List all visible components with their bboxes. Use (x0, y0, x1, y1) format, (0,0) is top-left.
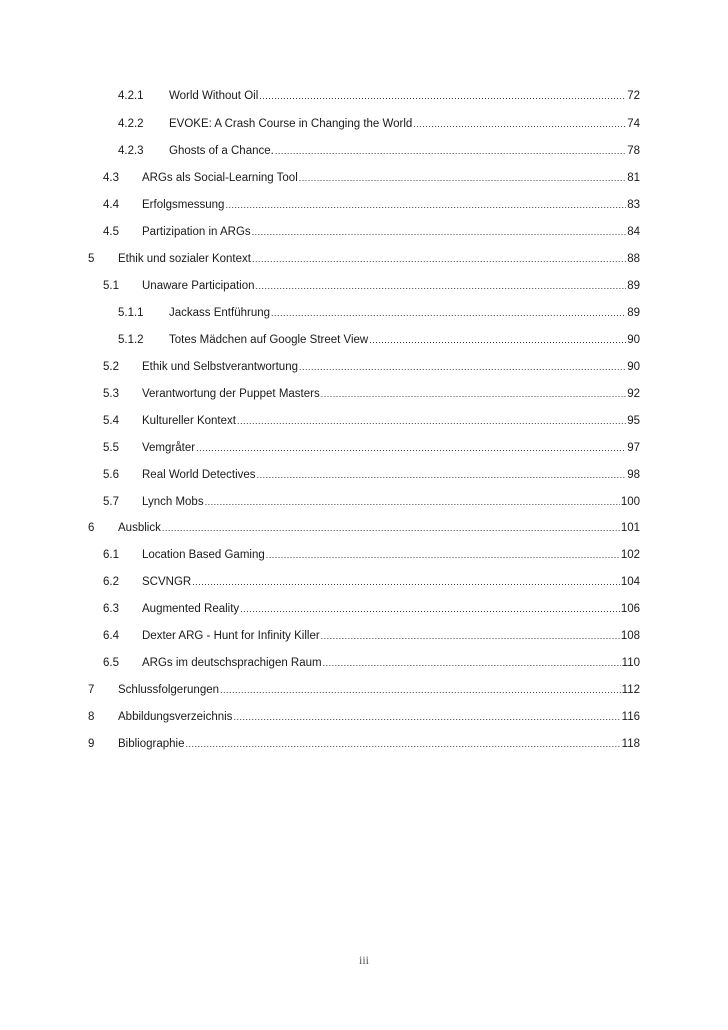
toc-entry-line (142, 386, 640, 402)
dot-leader (192, 574, 620, 590)
dot-leader (237, 413, 626, 429)
toc-entry-title[interactable]: Augmented Reality (142, 603, 240, 615)
toc-entry[interactable] (0, 440, 728, 456)
toc-entry-line (118, 709, 640, 725)
toc-entry[interactable] (0, 467, 728, 483)
toc-entry-page: 89 (627, 307, 640, 319)
dot-leader (256, 278, 627, 294)
dot-leader (257, 467, 627, 483)
toc-entry-page: 104 (620, 576, 640, 588)
toc-entry-number: 5.5 (103, 442, 119, 454)
toc-entry-title[interactable]: Lynch Mobs (142, 496, 204, 508)
toc-entry-page: 90 (627, 334, 640, 346)
toc-entry-title[interactable]: Jackass Entführung (169, 307, 271, 319)
toc-entry-page: 97 (627, 442, 640, 454)
toc-entry-number: 4.3 (103, 172, 119, 184)
toc-entry-page: 106 (620, 603, 640, 615)
toc-entry[interactable] (0, 547, 728, 563)
toc-entry-number: 6.4 (103, 630, 119, 642)
toc-entry-title[interactable]: Abbildungsverzeichnis (118, 711, 233, 723)
toc-entry-line (118, 251, 640, 267)
toc-entry-page: 100 (620, 496, 640, 508)
toc-entry[interactable] (0, 251, 728, 267)
toc-entry-title[interactable]: Unaware Participation (142, 280, 255, 292)
toc-entry-line (142, 628, 640, 644)
toc-entry-line (142, 574, 640, 590)
toc-entry-line (118, 520, 640, 536)
toc-entry-page: 108 (620, 630, 640, 642)
toc-entry-page: 84 (627, 226, 640, 238)
toc-entry-title[interactable]: SCVNGR (142, 576, 192, 588)
toc-entry-line (169, 305, 640, 321)
toc-entry[interactable] (0, 520, 728, 536)
dot-leader (271, 305, 626, 321)
toc-entry-line (142, 224, 640, 240)
dot-leader (252, 224, 627, 240)
toc-entry-line (118, 736, 640, 752)
toc-entry-title[interactable]: ARGs als Social-Learning Tool (142, 172, 298, 184)
toc-entry-number: 8 (88, 711, 95, 723)
toc-entry-line (169, 88, 640, 104)
toc-entry[interactable] (0, 332, 728, 348)
toc-entry-title[interactable]: Totes Mädchen auf Google Street View (169, 334, 369, 346)
page-number: iii (358, 953, 369, 967)
toc-entry[interactable] (0, 574, 728, 590)
toc-entry-line (142, 494, 640, 510)
toc-entry-number: 9 (88, 738, 95, 750)
toc-entry-page: 89 (627, 280, 640, 292)
toc-entry-line (142, 601, 640, 617)
toc-entry-title[interactable]: Bibliographie (118, 738, 185, 750)
toc-entry-number: 4.4 (103, 199, 119, 211)
toc-entry-title[interactable]: Real World Detectives (142, 469, 256, 481)
toc-entry-title[interactable]: Partizipation in ARGs (142, 226, 251, 238)
toc-entry-number: 6.3 (103, 603, 119, 615)
toc-entry-page: 90 (627, 361, 640, 373)
toc-entry-page: 118 (621, 738, 640, 750)
toc-entry-number: 5.4 (103, 415, 119, 427)
toc-entry-line (118, 682, 640, 698)
toc-entry-title[interactable]: World Without Oil (169, 90, 259, 102)
toc-entry-line (142, 440, 640, 456)
dot-leader (186, 736, 621, 752)
toc-entry[interactable] (0, 278, 728, 294)
toc-entry-page: 81 (627, 172, 640, 184)
toc-entry[interactable] (0, 88, 728, 104)
toc-entry-number: 4.2.3 (118, 145, 144, 157)
toc-entry-page: 101 (620, 522, 640, 534)
toc-entry-line (142, 547, 640, 563)
toc-entry[interactable] (0, 601, 728, 617)
toc-entry[interactable] (0, 413, 728, 429)
toc-entry-line (142, 413, 640, 429)
dot-leader (413, 116, 626, 132)
toc-entry-page: 98 (627, 469, 640, 481)
toc-entry-page: 72 (627, 90, 640, 102)
toc-entry-line (142, 467, 640, 483)
toc-entry-title[interactable]: Ausblick (118, 522, 161, 534)
dot-leader (299, 170, 626, 186)
toc-entry-number: 4.5 (103, 226, 119, 238)
toc-entry-page: 102 (620, 549, 640, 561)
toc-entry[interactable] (0, 359, 728, 375)
dot-leader (266, 547, 620, 563)
toc-entry-number: 6.2 (103, 576, 119, 588)
toc-entry-number: 5.3 (103, 388, 119, 400)
dot-leader (220, 682, 621, 698)
toc-entry[interactable] (0, 386, 728, 402)
toc-entry-title[interactable]: EVOKE: A Crash Course in Changing the World (169, 118, 413, 130)
dot-leader (369, 332, 626, 348)
toc-entry[interactable] (0, 224, 728, 240)
dot-leader (240, 601, 620, 617)
toc-entry-page: 116 (621, 711, 640, 723)
toc-entry[interactable] (0, 116, 728, 132)
dot-leader (233, 709, 620, 725)
toc-entry-line (142, 655, 640, 671)
dot-leader (252, 251, 626, 267)
toc-entry-page: 78 (627, 145, 640, 157)
toc-entry-number: 5 (88, 253, 95, 265)
toc-entry[interactable] (0, 494, 728, 510)
toc-entry-number: 6.1 (103, 549, 119, 561)
toc-entry[interactable] (0, 628, 728, 644)
toc-entry-title[interactable]: Verantwortung der Puppet Masters (142, 388, 320, 400)
toc-entry-number: 4.2.1 (118, 90, 144, 102)
toc-entry[interactable] (0, 736, 728, 752)
toc-entry-line (142, 197, 640, 213)
toc-entry-number: 5.1 (103, 280, 119, 292)
toc-entry-number: 6.5 (103, 657, 119, 669)
toc-entry-page: 112 (621, 684, 640, 696)
toc-entry-title[interactable]: Location Based Gaming (142, 549, 265, 561)
toc-entry-title[interactable]: Erfolgsmessung (142, 199, 225, 211)
toc-entry-page: 74 (627, 118, 640, 130)
toc-entry[interactable] (0, 143, 728, 159)
dot-leader (321, 386, 626, 402)
toc-entry-number: 5.6 (103, 469, 119, 481)
toc-entry-title[interactable]: Schlussfolgerungen (118, 684, 220, 696)
dot-leader (225, 197, 626, 213)
dot-leader (205, 494, 620, 510)
toc-entry-number: 5.2 (103, 361, 119, 373)
dot-leader (299, 359, 626, 375)
toc-entry[interactable] (0, 682, 728, 698)
toc-entry-title[interactable]: Ethik und sozialer Kontext (118, 253, 251, 265)
dot-leader (321, 628, 620, 644)
toc-entry-number: 7 (88, 684, 95, 696)
toc-entry-number: 6 (88, 522, 95, 534)
toc-entry-number: 5.1.2 (118, 334, 144, 346)
toc-entry-line (142, 278, 640, 294)
toc-entry-page: 88 (627, 253, 640, 265)
toc-entry[interactable] (0, 709, 728, 725)
toc-entry-line (169, 332, 640, 348)
toc-entry-title[interactable]: Vemgråter (142, 442, 196, 454)
toc-entry-number: 5.7 (103, 496, 119, 508)
toc-entry-page: 95 (627, 415, 640, 427)
toc-entry-title[interactable]: Ethik und Selbstverantwortung (142, 361, 298, 373)
toc-entry[interactable] (0, 305, 728, 321)
toc-entry-number: 4.2.2 (118, 118, 144, 130)
toc-entry-page: 83 (627, 199, 640, 211)
toc-entry-title[interactable]: Ghosts of a Chance. (169, 145, 274, 157)
dot-leader (323, 655, 621, 671)
dot-leader (162, 520, 620, 536)
toc-entry-title[interactable]: Dexter ARG - Hunt for Infinity Killer (142, 630, 320, 642)
toc-entry-page: 110 (621, 657, 640, 669)
toc-entry-title[interactable]: Kultureller Kontext (142, 415, 236, 427)
dot-leader (275, 143, 626, 159)
toc-entry-number: 5.1.1 (118, 307, 144, 319)
dot-leader (259, 88, 626, 104)
dot-leader (196, 440, 626, 456)
toc-entry-line (142, 359, 640, 375)
toc-entry-title[interactable]: ARGs im deutschsprachigen Raum (142, 657, 322, 669)
toc-entry[interactable] (0, 170, 728, 186)
toc-entry-line (142, 170, 640, 186)
toc-entry-page: 92 (627, 388, 640, 400)
toc-entry-line (169, 116, 640, 132)
toc-entry-line (169, 143, 640, 159)
toc-entry[interactable] (0, 655, 728, 671)
toc-entry[interactable] (0, 197, 728, 213)
